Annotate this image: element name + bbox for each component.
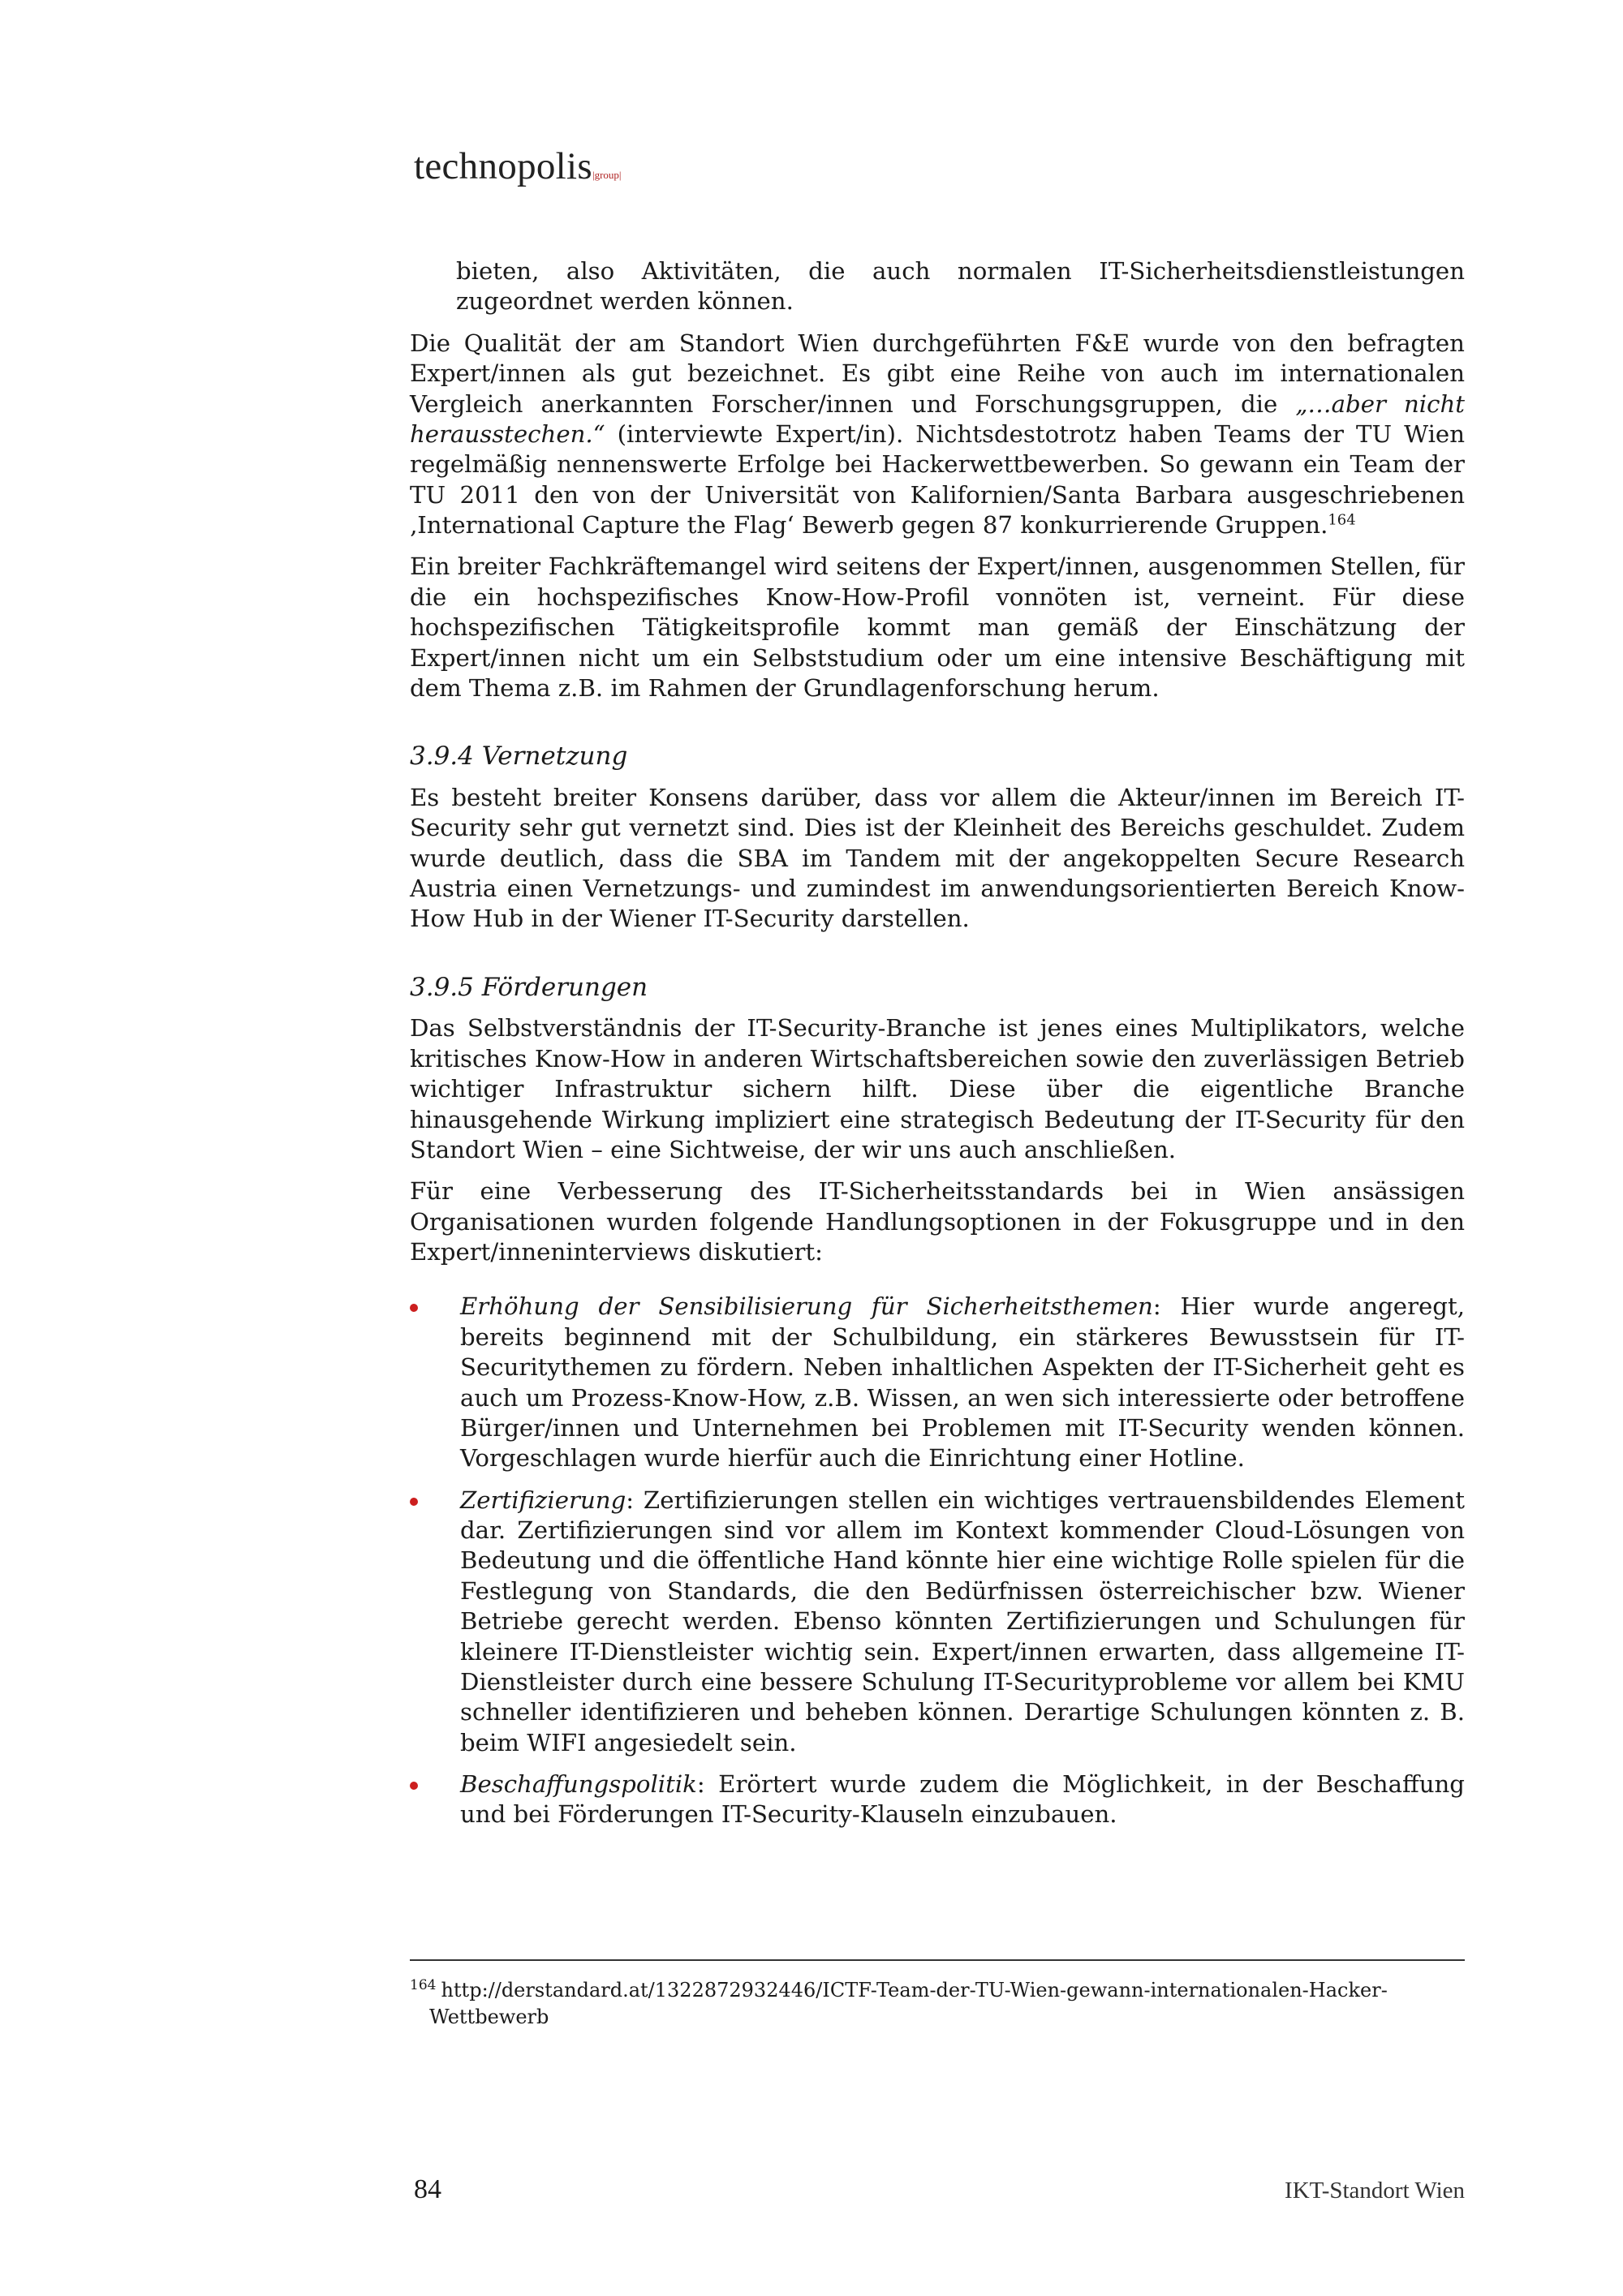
paragraph-vernetzung: Es besteht breiter Konsens darüber, dass vor allem die Akteur/innen im Bereich IT-Security sehr gut vernetzt sind. Dies ist der Kleinheit des Bereichs geschuldet. Zudem wurde deutlich, dass die SBA im Tandem mit der angekoppelten Secure Research Austria einen Vernetzungs- und zumindest im anwendungsorientierten Bereich Know-How Hub in der Wiener IT-Security darstellen. <box>410 783 1465 933</box>
bullet-term: Beschaffungspolitik <box>460 1770 697 1799</box>
bullet-term: Zertifizierung <box>460 1486 626 1514</box>
bullet-term: Erhöhung der Sensibilisierung für Sicherheitsthemen <box>460 1292 1153 1321</box>
bullet-item <box>410 1769 1465 1830</box>
bullet-item <box>410 1292 1465 1473</box>
footnote-line-1 <box>410 1976 1465 2004</box>
bullet-text: : Hier wurde angeregt, bereits beginnend mit der Schulbildung, ein stärkeres Bewusstsein für IT-Securitythemen zu fördern. Neben inhaltlichen Aspekten der IT-Sicherheit geht es auch um Prozess-Know-How, z.B. Wissen, an wen sich interessierte oder betroffene Bürger/innen und Unternehmen bei Problemen mit IT-Security wenden können. Vorgeschlagen wurde hierfür auch die Einrichtung einer Hotline. <box>460 1292 1465 1473</box>
para2-quote: „…aber nicht herausstechen.“ <box>410 389 1465 448</box>
paragraph-research-quality <box>410 329 1465 541</box>
bullet-dot-icon <box>410 1498 418 1506</box>
footnote-divider <box>410 1959 1465 1961</box>
footnote-line-2[interactable]: Wettbewerb <box>429 2006 549 2029</box>
para2-text-a: Die Qualität der am Standort Wien durchgeführten F&E wurde von den befragten Expert/innen als gut bezeichnet. Es gibt eine Reihe von auch im internationalen Vergleich anerkannten Forscher/innen und Forschungsgruppen, die <box>410 329 1465 418</box>
footnote-number: 164 <box>410 1977 437 1993</box>
paragraph-multiplikator: Das Selbstverständnis der IT-Security-Branche ist jenes eines Multiplikators, welche kritisches Know-How in anderen Wirtschaftsbereichen sowie den zuverlässigen Betrieb wichtiger Infrastruktur sichern hilft. Diese über die eigentliche Branche hinausgehende Wirkung impliziert eine strategisch Bedeutung der IT-Security für den Standort Wien – eine Sichtweise, der wir uns auch anschließen. <box>410 1014 1465 1163</box>
bullet-item <box>410 1486 1465 1758</box>
main-content <box>410 256 1465 1842</box>
bullet-dot-icon <box>410 1304 418 1312</box>
heading-vernetzung: 3.9.4 Vernetzung <box>410 742 628 772</box>
para2-text-b: (interviewte Expert/in). Nichtsdestotrotz haben Teams der TU Wien regelmäßig nennenswerte Erfolge bei Hackerwettbewerben. So gewann ein Team der TU 2011 den von der Universität von Kalifornien/Santa Barbara ausgeschriebenen ‚International Capture the Flag‘ Bewerb gegen 87 konkurrierende Gruppen. <box>410 419 1465 539</box>
paragraph-handlungsoptionen: Für eine Verbesserung des IT-Sicherheitsstandards bei in Wien ansässigen Organisationen wurden folgende Handlungsoptionen in der Fokusgruppe und in den Expert/inneninterviews diskutiert: <box>410 1177 1465 1266</box>
bullet-dot-icon <box>410 1782 418 1790</box>
footnote <box>410 1976 1465 2031</box>
paragraph-continuation: bieten, also Aktivitäten, die auch normalen IT-Sicherheitsdienstleistungen zugeordnet werden können. <box>456 257 1465 316</box>
bullet-text: : Erörtert wurde zudem die Möglichkeit, in der Beschaffung und bei Förderungen IT-Security-Klauseln einzubauen. <box>460 1770 1465 1829</box>
paragraph-skills-shortage: Ein breiter Fachkräftemangel wird seitens der Expert/innen, ausgenommen Stellen, für die ein hochspezifisches Know-How-Profil vonnöten ist, verneint. Für diese hochspezifischen Tätigkeitsprofile kommt man gemäß der Einschätzung der Expert/innen nicht um ein Selbststudium oder um eine intensive Beschäftigung mit dem Thema z.B. im Rahmen der Grundlagenforschung herum. <box>410 553 1465 702</box>
page-number: 84 <box>414 2174 441 2204</box>
bullet-text: : Zertifizierungen stellen ein wichtiges vertrauensbildendes Element dar. Zertifizierungen sind vor allem im Kontext kommender Cloud-Lösungen von Bedeutung und die öffentliche Hand könnte hier eine wichtige Rolle spielen für die Festlegung von Standards, die den Bedürfnissen österreichischer bzw. Wiener Betriebe gerecht werden. Ebenso könnten Zertifizierungen und Schulungen für kleinere IT-Dienstleister wichtig sein. Expert/innen erwarten, dass allgemeine IT-Dienstleister durch eine bessere Schulung IT-Securityprobleme vor allem bei KMU schneller identifizieren und beheben können. Derartige Schulungen könnten z. B. beim WIFI angesiedelt sein. <box>460 1486 1465 1756</box>
document-title: IKT-Standort Wien <box>1285 2178 1465 2204</box>
heading-foerderungen: 3.9.5 Förderungen <box>410 972 648 1002</box>
logo-sub: |group| <box>592 169 622 181</box>
footnote-url[interactable]: http://derstandard.at/1322872932446/ICTF-Team-der-TU-Wien-gewann-internationalen-Hacker- <box>441 1979 1388 2001</box>
footnote-reference[interactable]: 164 <box>1328 511 1356 529</box>
technopolis-logo <box>414 144 622 188</box>
logo-main: technopolis <box>414 145 592 187</box>
bullet-list <box>410 1292 1465 1829</box>
